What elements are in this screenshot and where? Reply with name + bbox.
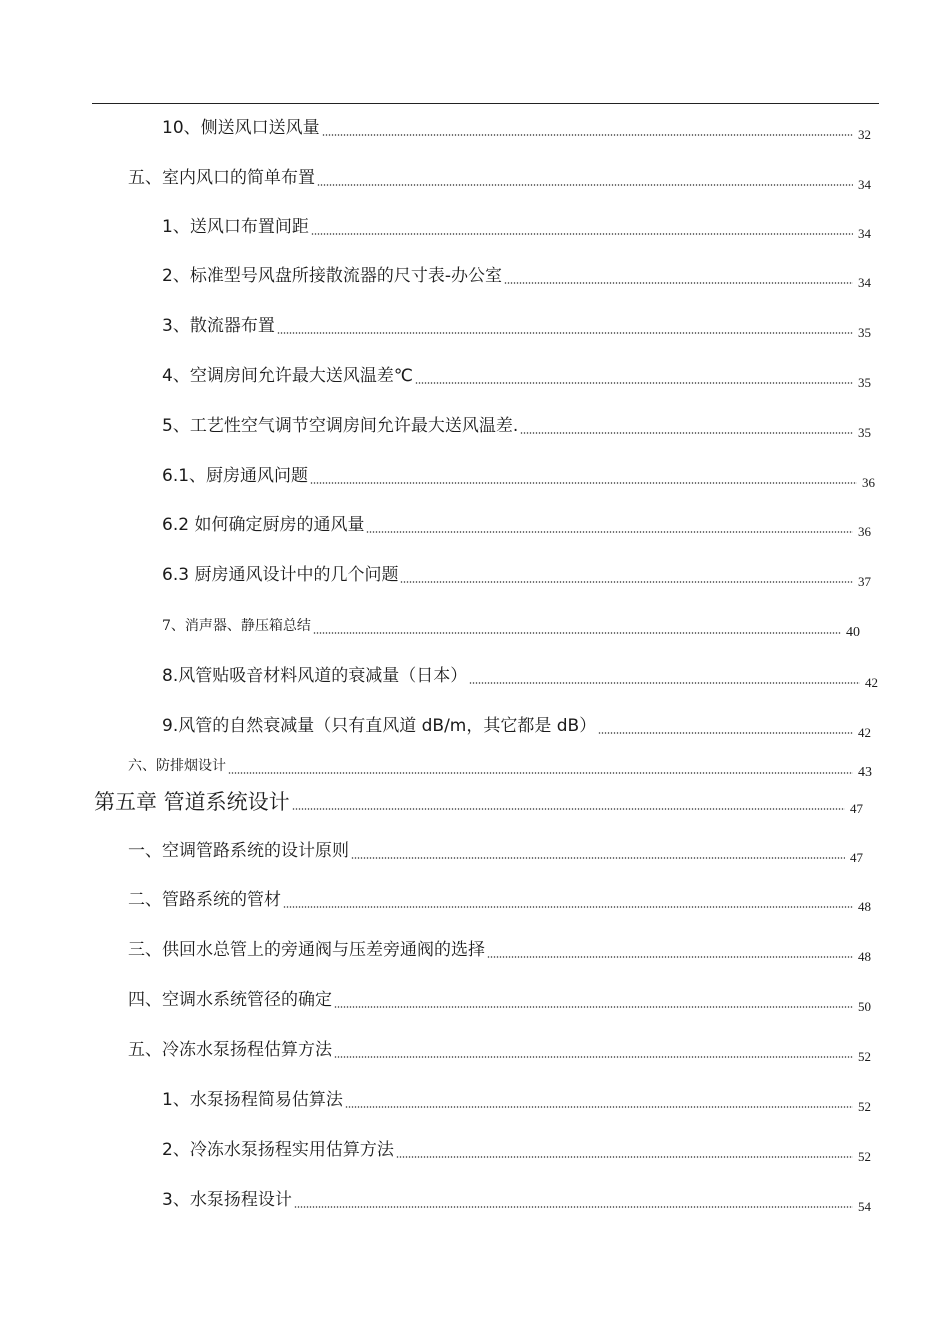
toc-leader-dots [487,956,853,958]
toc-entry-title: 第五章 管道系统设计 [94,790,290,814]
toc-entry-title: 9.风管的自然衰减量（只有直风道 dB/m，其它都是 dB） [162,716,597,736]
toc-entry-title: 6.3 厨房通风设计中的几个问题 [162,565,399,585]
toc-page-number: 36 [858,524,871,539]
toc-entry-title: 一、空调管路系统的设计原则 [128,841,349,861]
toc-entry-title: 四、空调水系统管径的确定 [128,990,332,1010]
toc-entry[interactable] [0,706,950,740]
toc-entry-title: 1、水泵扬程简易估算法 [162,1090,343,1110]
toc-entry[interactable] [0,356,950,390]
toc-entry-title: 三、供回水总管上的旁通阀与压差旁通阀的选择 [128,940,485,960]
toc-page-number: 36 [862,475,875,490]
toc-leader-dots [317,184,853,186]
toc-leader-dots [294,1206,853,1208]
toc-page-number: 47 [850,850,863,865]
toc-leader-dots [228,772,853,774]
toc-page-number: 50 [858,999,871,1014]
toc-page-number: 42 [858,725,871,740]
toc-entry[interactable] [0,746,950,780]
toc-leader-dots [396,1156,853,1158]
toc-leader-dots [322,134,853,136]
toc-entry[interactable] [0,1080,950,1114]
toc-entry[interactable] [0,256,950,290]
toc-leader-dots [313,632,841,634]
toc-entry[interactable] [0,980,950,1014]
toc-page-number: 42 [865,675,878,690]
toc-entry-title: 五、室内风口的简单布置 [128,168,315,188]
toc-page-number: 52 [858,1099,871,1114]
toc-entry-title: 六、防排烟设计 [128,758,226,774]
toc-entry-title: 五、冷冻水泵扬程估算方法 [128,1040,332,1060]
toc-entry[interactable] [0,1030,950,1064]
toc-leader-dots [334,1056,853,1058]
toc-entry[interactable] [0,306,950,340]
toc-page-number: 47 [850,801,863,816]
toc-page-number: 52 [858,1149,871,1164]
toc-page-number: 40 [846,625,860,640]
toc-leader-dots [345,1106,853,1108]
toc-entry[interactable] [0,108,950,142]
toc-entry[interactable] [0,782,950,816]
toc-entry-title: 6.2 如何确定厨房的通风量 [162,515,365,535]
toc-entry-title: 3、水泵扬程设计 [162,1190,292,1210]
toc-entry-title: 5、工艺性空气调节空调房间允许最大送风温差. [162,416,519,436]
toc-entry[interactable] [0,456,950,490]
toc-entry-title: 2、标准型号风盘所接散流器的尺寸表-办公室 [162,266,502,286]
toc-leader-dots [598,732,853,734]
toc-page-number: 34 [858,177,871,192]
toc-entry[interactable] [0,406,950,440]
toc-leader-dots [334,1006,853,1008]
header-rule [92,103,879,104]
toc-entry[interactable] [0,158,950,192]
toc-entry[interactable] [0,880,950,914]
toc-leader-dots [283,906,853,908]
toc-page-number: 35 [858,425,871,440]
toc-entry-title: 二、管路系统的管材 [128,890,281,910]
toc-entry[interactable] [0,555,950,589]
toc-leader-dots [311,233,853,235]
toc-entry[interactable] [0,1180,950,1214]
toc-page-number: 34 [858,275,871,290]
toc-page-number: 54 [858,1199,871,1214]
toc-leader-dots [400,581,853,583]
toc-page-number: 48 [858,899,871,914]
toc-page-number: 43 [858,765,872,780]
toc-entry-title: 10、侧送风口送风量 [162,118,320,138]
toc-leader-dots [310,482,857,484]
toc-entry-title: 6.1、厨房通风问题 [162,466,309,486]
toc-entry[interactable] [0,207,950,241]
toc-entry-title: 7、消声器、静压箱总结 [162,618,311,634]
toc-leader-dots [415,382,853,384]
toc-leader-dots [277,332,853,334]
toc-entry[interactable] [0,656,950,690]
toc-entry[interactable] [0,505,950,539]
toc-page-number: 34 [858,226,871,241]
toc-page-number: 32 [858,127,871,142]
toc-leader-dots [469,682,860,684]
toc-page-number: 37 [858,574,871,589]
toc-leader-dots [366,531,853,533]
toc-page-number: 35 [858,375,871,390]
toc-leader-dots [504,282,853,284]
toc-entry-title: 1、送风口布置间距 [162,217,309,237]
toc-leader-dots [351,857,845,859]
toc-entry[interactable] [0,831,950,865]
toc-leader-dots [520,432,853,434]
toc-page-number: 48 [858,949,871,964]
toc-page-number: 35 [858,325,871,340]
toc-entry-title: 8.风管贴吸音材料风道的衰减量（日本） [162,666,468,686]
toc-leader-dots [292,808,845,810]
toc-entry[interactable] [0,930,950,964]
toc-entry[interactable] [0,1130,950,1164]
toc-entry[interactable] [0,606,950,640]
toc-entry-title: 2、冷冻水泵扬程实用估算方法 [162,1140,394,1160]
toc-page-number: 52 [858,1049,871,1064]
toc-entry-title: 4、空调房间允许最大送风温差℃ [162,366,413,386]
toc-entry-title: 3、散流器布置 [162,316,275,336]
